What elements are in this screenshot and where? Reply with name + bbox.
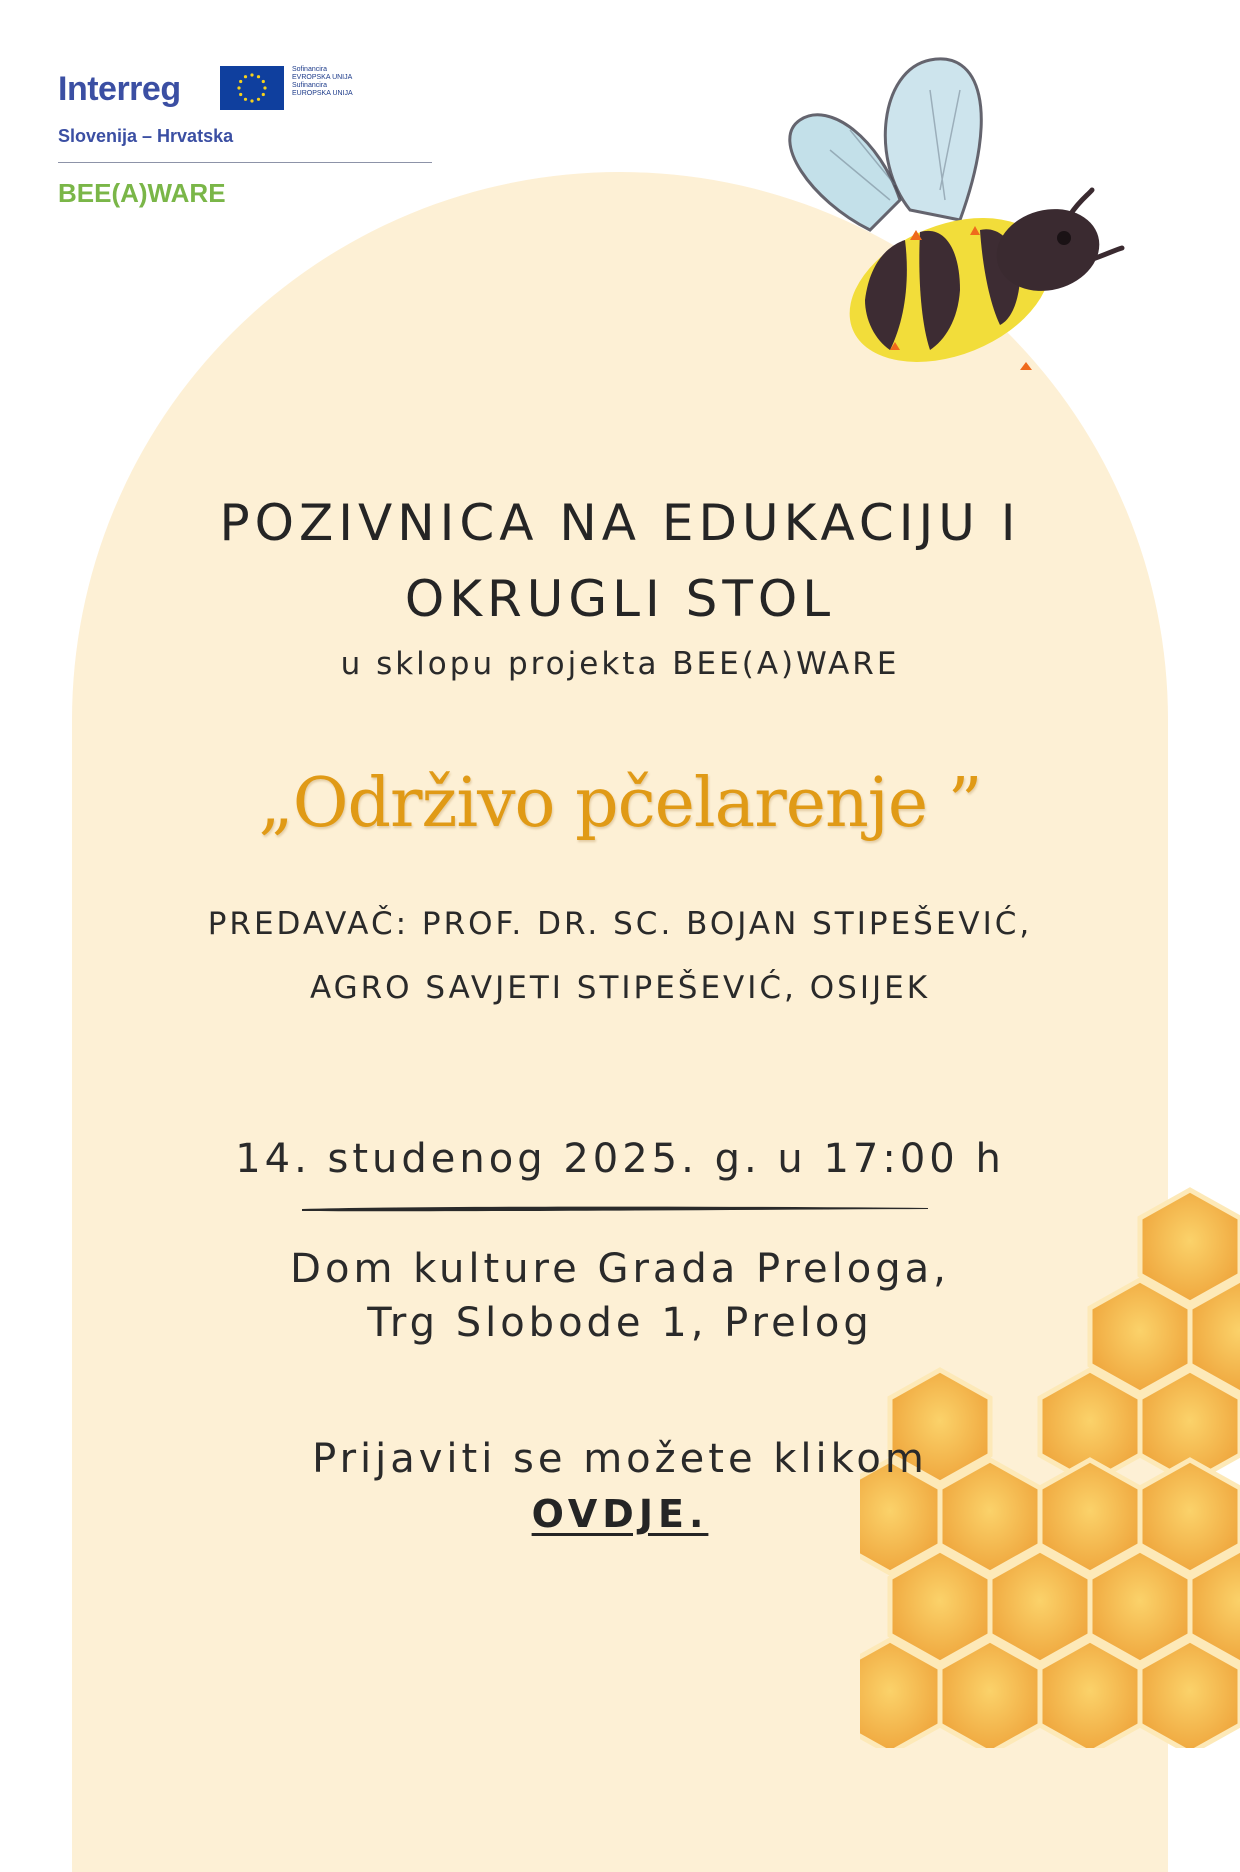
brush-divider bbox=[302, 1204, 928, 1214]
signup-text: Prijaviti se možete klikom bbox=[312, 1436, 928, 1482]
eu-line-1: Sofinancira bbox=[292, 66, 328, 73]
event-name: „Održivo pčelarenje ” bbox=[258, 764, 982, 843]
eu-line-2: EVROPSKA UNIJA bbox=[292, 74, 353, 81]
region-label: Slovenija – Hrvatska bbox=[58, 126, 234, 146]
venue-line-1: Dom kulture Grada Preloga, bbox=[290, 1246, 950, 1292]
eu-flag-icon bbox=[220, 66, 284, 110]
invitation-subtitle: u sklopu projekta BEE(A)WARE bbox=[340, 646, 900, 682]
lecturer-line-1: PREDAVAČ: PROF. DR. SC. BOJAN STIPEŠEVIĆ, bbox=[207, 906, 1033, 942]
lecturer-line-2: AGRO SAVJETI STIPEŠEVIĆ, OSIJEK bbox=[309, 970, 931, 1006]
signup-link[interactable]: OVDJE. bbox=[531, 1492, 709, 1536]
invitation-title-line-2: OKRUGLI STOL bbox=[404, 570, 836, 628]
invitation-title-line-1: POZIVNICA NA EDUKACIJU I bbox=[219, 494, 1021, 552]
event-date: 14. studenog 2025. g. u 17:00 h bbox=[235, 1136, 1005, 1182]
eu-line-4: EUROPSKA UNIJA bbox=[292, 90, 353, 97]
bee-illustration bbox=[770, 50, 1130, 390]
eu-line-3: Sufinancira bbox=[292, 82, 328, 89]
project-logo: BEE(A)WARE bbox=[58, 178, 226, 208]
venue-line-2: Trg Slobode 1, Prelog bbox=[367, 1300, 873, 1346]
logo-divider bbox=[58, 162, 432, 163]
eu-cofinancing-text bbox=[292, 66, 382, 98]
signup-link-container bbox=[0, 1492, 1240, 1536]
interreg-wordmark: Interreg bbox=[58, 70, 181, 108]
